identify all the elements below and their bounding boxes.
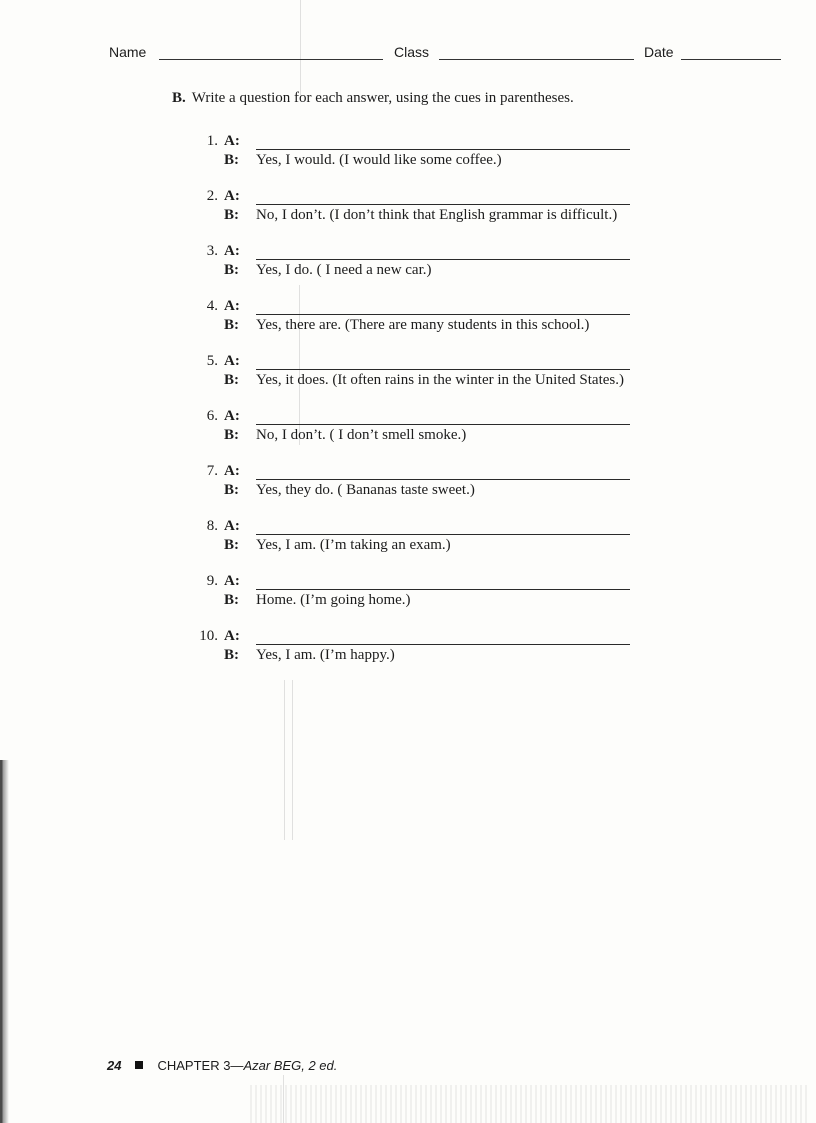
exercise-item (0, 573, 816, 623)
scan-artifact-line (292, 680, 293, 840)
exercise-item (0, 243, 816, 293)
item-number: 4. (206, 298, 218, 314)
answer-line[interactable] (256, 534, 630, 535)
answer-line[interactable] (256, 369, 630, 370)
answer-line[interactable] (256, 259, 630, 260)
speaker-a-label: A: (224, 408, 240, 424)
b-response: Yes, I am. (I’m taking an exam.) (256, 537, 451, 553)
class-field[interactable] (439, 59, 634, 60)
answer-line[interactable] (256, 149, 630, 150)
b-response: Yes, I would. (I would like some coffee.) (256, 152, 502, 168)
edition-label: Azar BEG, 2 ed. (243, 1058, 338, 1073)
speaker-a-label: A: (224, 133, 240, 149)
answer-line[interactable] (256, 479, 630, 480)
name-label: Name (109, 44, 147, 60)
speaker-a-label: A: (224, 243, 240, 259)
b-response: Yes, there are. (There are many students in this school.) (256, 317, 590, 333)
exercise-item (0, 628, 816, 678)
date-field[interactable] (681, 59, 781, 60)
item-number: 5. (206, 353, 218, 369)
speaker-a-label: A: (224, 188, 240, 204)
speaker-a-label: A: (224, 573, 240, 589)
item-number: 2. (206, 188, 218, 204)
answer-line[interactable] (256, 424, 630, 425)
answer-line[interactable] (256, 644, 630, 645)
b-response: Yes, they do. ( Bananas taste sweet.) (256, 482, 475, 498)
page-number: 24 (107, 1058, 122, 1073)
class-label: Class (394, 44, 430, 60)
speaker-b-label: B: (224, 372, 239, 388)
b-response: Home. (I’m going home.) (256, 592, 411, 608)
b-response: No, I don’t. (I don’t think that English grammar is difficult.) (256, 207, 618, 223)
item-number: 1. (206, 133, 218, 149)
exercise-item (0, 463, 816, 513)
item-number: 9. (206, 573, 218, 589)
b-response: Yes, it does. (It often rains in the winter in the United States.) (256, 372, 624, 388)
speaker-b-label: B: (224, 317, 239, 333)
speaker-a-label: A: (224, 518, 240, 534)
page-binding-shadow (0, 760, 9, 1123)
answer-line[interactable] (256, 589, 630, 590)
speaker-b-label: B: (224, 482, 239, 498)
speaker-a-label: A: (224, 353, 240, 369)
speaker-b-label: B: (224, 207, 239, 223)
scan-artifact-line (284, 680, 285, 840)
speaker-a-label: A: (224, 298, 240, 314)
exercise-item (0, 353, 816, 403)
speaker-a-label: A: (224, 463, 240, 479)
scan-noise (250, 1085, 810, 1123)
speaker-b-label: B: (224, 152, 239, 168)
speaker-b-label: B: (224, 537, 239, 553)
b-response: Yes, I am. (I’m happy.) (256, 647, 395, 663)
exercise-item (0, 518, 816, 568)
page-footer (107, 1058, 337, 1073)
item-number: 6. (206, 408, 218, 424)
exercise-item (0, 133, 816, 183)
square-bullet-icon (135, 1061, 143, 1069)
speaker-b-label: B: (224, 427, 239, 443)
exercise-item (0, 298, 816, 348)
speaker-b-label: B: (224, 592, 239, 608)
answer-line[interactable] (256, 314, 630, 315)
exercise-item (0, 188, 816, 238)
item-number: 3. (206, 243, 218, 259)
b-response: Yes, I do. ( I need a new car.) (256, 262, 432, 278)
chapter-label: CHAPTER 3— (157, 1058, 244, 1073)
name-field[interactable] (159, 59, 383, 60)
item-number: 10. (199, 628, 218, 644)
worksheet-header (109, 44, 781, 64)
instructions (172, 90, 574, 107)
exercise-item (0, 408, 816, 458)
answer-line[interactable] (256, 204, 630, 205)
section-letter: B. (172, 90, 186, 106)
speaker-a-label: A: (224, 628, 240, 644)
b-response: No, I don’t. ( I don’t smell smoke.) (256, 427, 467, 443)
instructions-text: Write a question for each answer, using the cues in parentheses. (191, 90, 574, 106)
item-number: 8. (206, 518, 218, 534)
item-number: 7. (206, 463, 218, 479)
speaker-b-label: B: (224, 262, 239, 278)
date-label: Date (644, 44, 674, 60)
speaker-b-label: B: (224, 647, 239, 663)
